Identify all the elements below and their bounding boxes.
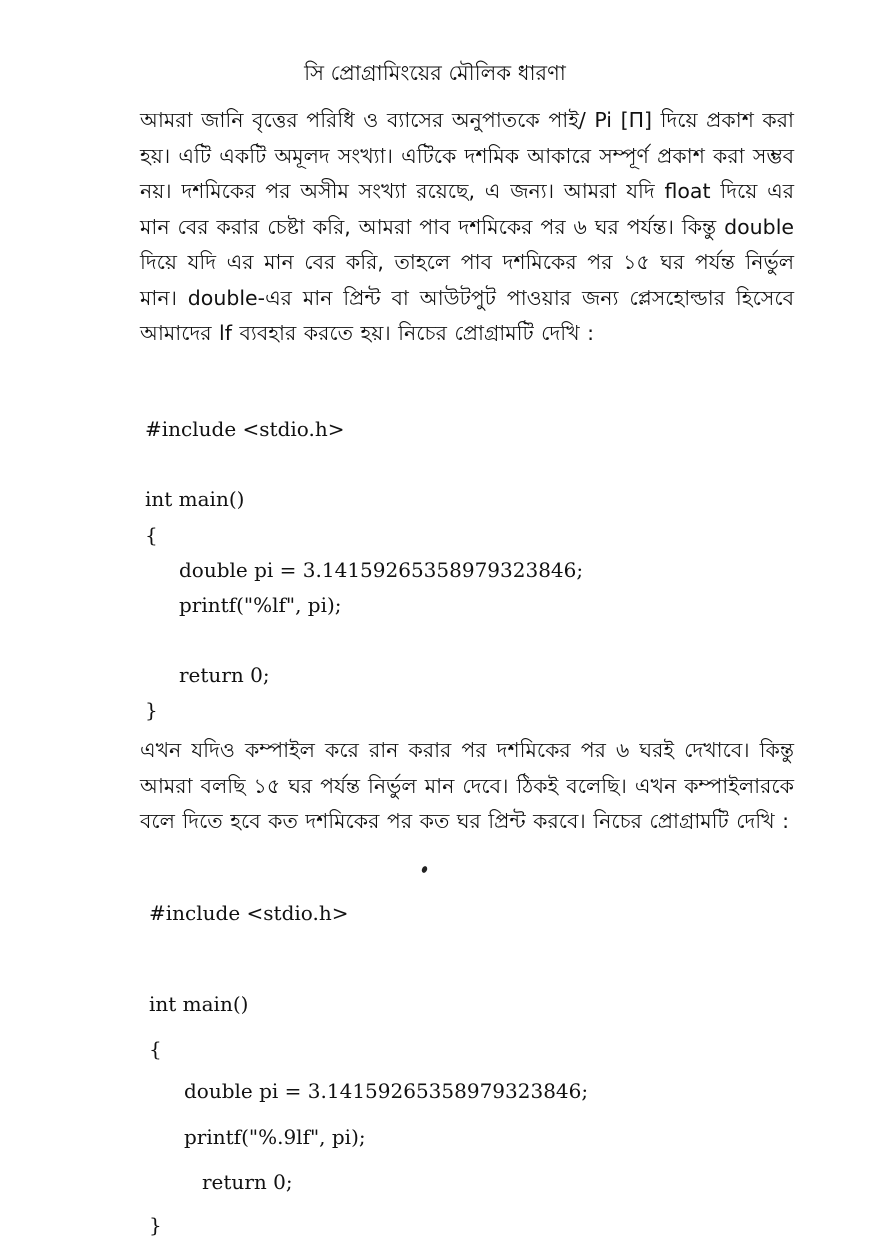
- code-include-line: #include <stdio.h>: [149, 901, 349, 925]
- code-printf-line: printf("%.9lf", pi);: [184, 1125, 366, 1149]
- code-close-brace: }: [145, 698, 158, 722]
- code-double-declaration: double pi = 3.14159265358979323846;: [184, 1079, 589, 1103]
- code-close-brace: }: [149, 1213, 162, 1237]
- code-double-declaration: double pi = 3.14159265358979323846;: [179, 558, 584, 582]
- code-printf-line: printf("%lf", pi);: [179, 593, 342, 617]
- code-include-line: #include <stdio.h>: [145, 417, 345, 441]
- body-paragraph-precision: এখন যদিও কম্পাইল করে রান করার পর দশমিকের পর ৬ ঘরই দেখাবে। কিন্তু আমরা বলছি ১৫ ঘর পর্যন্ত নির্ভুল মান দেবে। ঠিকই বলেছি। এখন কম্পাইলারকে বলে দিতে হবে কত দশমিকের পর কত ঘর প্রিন্ট করবে। নিচের প্রোগ্রামটি দেখি :: [140, 738, 794, 833]
- code-return-line: return 0;: [202, 1170, 293, 1194]
- running-header: সি প্রোগ্রামিংয়ের মৌলিক ধারণা: [304, 61, 566, 85]
- code-open-brace: {: [145, 523, 158, 547]
- code-main-signature: int main(): [149, 992, 249, 1016]
- print-speck-mark: [421, 865, 428, 873]
- code-main-signature: int main(): [145, 487, 245, 511]
- code-open-brace: {: [149, 1037, 162, 1061]
- code-return-line: return 0;: [179, 663, 270, 687]
- body-paragraph-pi-intro: আমরা জানি বৃত্তের পরিধি ও ব্যাসের অনুপাতকে পাই/ Pi [Π] দিয়ে প্রকাশ করা হয়। এটি একটি অমূলদ সংখ্যা। এটিকে দশমিক আকারে সম্পূর্ণ প্রকাশ করা সম্ভব নয়। দশমিকের পর অসীম সংখ্যা রয়েছে, এ জন্য। আমরা যদি float দিয়ে এর মান বের করার চেষ্টা করি, আমরা পাব দশমিকের পর ৬ ঘর পর্যন্ত। কিন্তু double দিয়ে যদি এর মান বের করি, তাহলে পাব দশমিকের পর ১৫ ঘর পর্যন্ত নির্ভুল মান। double-এর মান প্রিন্ট বা আউটপুট পাওয়ার জন্য প্লেসহোল্ডার হিসেবে আমাদের lf ব্যবহার করতে হয়। নিচের প্রোগ্রামটি দেখি :: [140, 108, 794, 345]
